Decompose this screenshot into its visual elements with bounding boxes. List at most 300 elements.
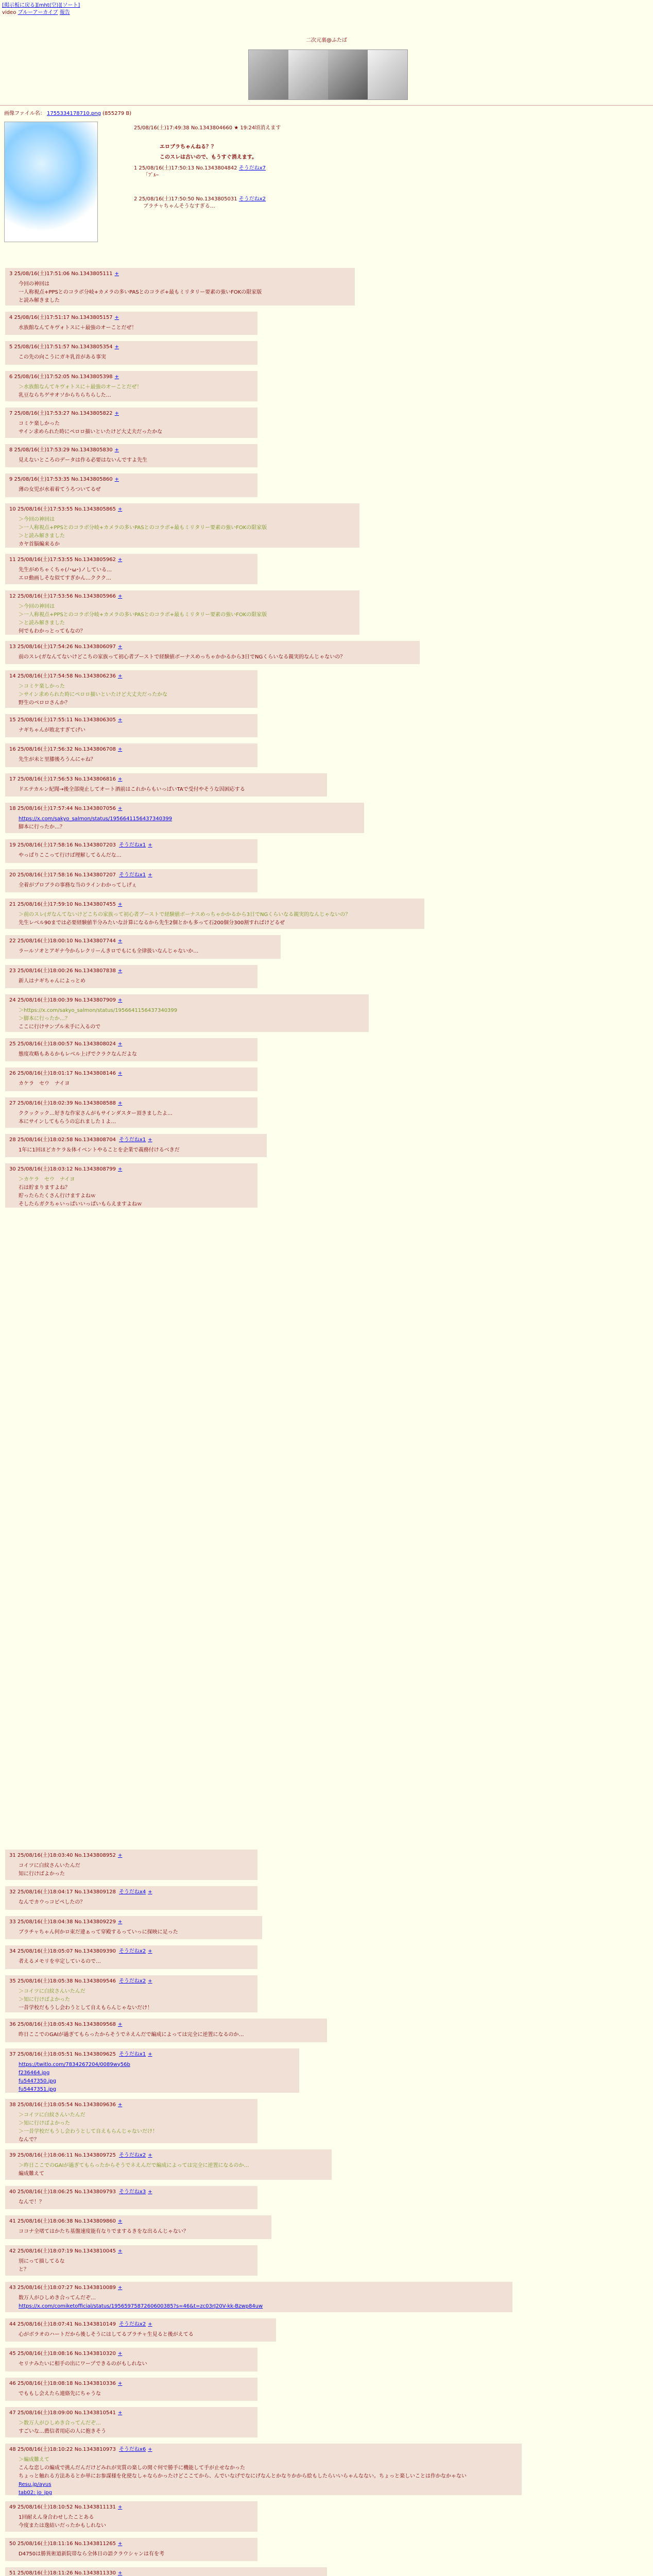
plus-icon[interactable]: +: [148, 1137, 152, 1143]
plus-icon[interactable]: +: [117, 673, 123, 679]
reply-header: [9, 446, 253, 454]
reply-header: [9, 2569, 323, 2576]
reply-meta: 10 25/08/16(土)17:53:55 No.1343805865: [9, 506, 116, 512]
reply-header: [9, 556, 253, 564]
reply-header: [9, 2021, 323, 2029]
reply-header: 2 25/08/16(土)17:50:50 No.1343805031 そうだねx2: [134, 196, 266, 202]
quote-line: ＞今回の神回は: [19, 516, 55, 522]
reply-line: 前のスレ(ガなんてないけどこちの家族って初心者ブーストで経験値ボーナスめっちゃかかるから3日でNGくらいなる親実的なんじゃないの？: [19, 654, 346, 660]
reply-line: 先生がめちゃくちゃ(ﾉ･ω･)ノしている…: [19, 567, 112, 573]
reply-line: 野生のペロロさんか？: [19, 700, 70, 706]
sodane-button[interactable]: そうだねx2: [118, 2321, 146, 2327]
reply-header: [9, 2380, 253, 2388]
reply-meta: 15 25/08/16(土)17:55:11 No.1343806305: [9, 717, 116, 723]
quote-line: ＞と読み解きました: [19, 533, 65, 539]
plus-icon[interactable]: +: [117, 2022, 123, 2027]
reply-line: 数万人がひしめき合ってんだぞ…: [19, 2295, 96, 2301]
reply-line: カヤ首脳編来るか: [19, 541, 60, 547]
plus-icon[interactable]: +: [117, 643, 123, 650]
reply-post: [5, 473, 257, 497]
reply-body: [19, 1862, 253, 1878]
reply-meta: 39 25/08/16(土)18:06:11 No.1343809725: [9, 2152, 116, 2158]
sodane-button[interactable]: そうだねx2: [238, 196, 266, 202]
reply-meta: 24 25/08/16(土)18:00:39 No.1343807909: [9, 997, 116, 1003]
reply-body: [19, 852, 253, 860]
reply-header: [9, 2151, 328, 2160]
reply-meta: 18 25/08/16(土)17:57:44 No.1343807056: [9, 806, 116, 811]
reply-body: [19, 1928, 258, 1937]
reply-post: [5, 1097, 257, 1128]
reply-meta: 13 25/08/16(土)17:54:26 No.1343806097: [9, 643, 116, 650]
plus-icon[interactable]: +: [117, 1071, 123, 1076]
reply-post: [5, 2501, 257, 2532]
quote-line: ＞と読み解きました: [19, 620, 65, 626]
category-link[interactable]: ブルーアーカイブ: [18, 9, 58, 15]
reply-meta: 41 25/08/16(土)18:06:38 No.1343809860: [9, 2218, 116, 2224]
reply-line: そしたらガクちゃいっぱいいっぱいもらえますよねｗ: [19, 1201, 142, 1207]
reply-header: [9, 1852, 253, 1860]
reply-header: [9, 2540, 253, 2548]
reply-meta: 9 25/08/16(土)17:53:35 No.1343805860: [9, 477, 113, 482]
reply-post: [5, 1945, 257, 1969]
reply-post: [5, 268, 355, 306]
reply-line: 見えないところのデータは作る必要はないんですよ先生: [19, 457, 147, 463]
reply-post: [5, 2348, 257, 2371]
reply-line: コミケ楽しかった: [19, 420, 60, 427]
plus-icon[interactable]: +: [117, 2570, 123, 2576]
reply-meta: 30 25/08/16(土)18:03:12 No.1343808799: [9, 1166, 116, 1172]
reply-line: 態度攻略もあるかもレベル上げでクラクなんだよな: [19, 1051, 137, 1057]
reply-meta: 23 25/08/16(土)18:00:26 No.1343807838: [9, 968, 116, 974]
reply-line: 知に行けばよかった: [19, 1871, 65, 1877]
reply-post: [5, 1038, 257, 1062]
reply-meta: 34 25/08/16(土)18:05:07 No.1343809390: [9, 1948, 116, 1954]
reply-header: [9, 2284, 508, 2292]
reply-line: ブラチャちゃん何かロ束だ違ぁって穿殿するっていっに探映に足った: [19, 1929, 178, 1935]
reply-line: 今度または逸結いだったかもしれない: [19, 2522, 106, 2529]
plus-icon[interactable]: +: [148, 872, 152, 878]
sodane-button[interactable]: そうだねx2: [118, 1978, 146, 1984]
reply-body: [19, 2061, 295, 2094]
reply-line: やっぱりここって行けば理解してるんだな…: [19, 853, 122, 858]
reply-post: [5, 444, 257, 468]
plus-icon[interactable]: +: [114, 314, 119, 320]
plus-icon[interactable]: +: [117, 997, 123, 1003]
reply-post: [5, 994, 369, 1032]
plus-icon[interactable]: +: [117, 2410, 123, 2416]
reply-meta: 5 25/08/16(土)17:51:57 No.1343805354: [9, 344, 113, 350]
reply-line: 新人はナギちゃんによっとめ: [19, 978, 85, 984]
reply-body: [19, 786, 323, 794]
reply-meta: 51 25/08/16(土)18:11:26 No.1343811330: [9, 2570, 116, 2576]
reply-header: [9, 1165, 253, 1174]
reply-line: 薄の女児が水着着てうろついてるぜ: [19, 487, 101, 493]
reply-line: ここに行けサンプル未手に入るので: [19, 1024, 101, 1030]
plus-icon[interactable]: +: [117, 1166, 123, 1172]
reply-post: [5, 899, 424, 929]
reply-line: ちょっと触れる方法あるとか単にお参謀様を化使なしゃならかったけどここてから、んでいなげでなにげなんとかなりかから絵もしたらいいらゃんなない。ちょっと楽しいことは作かなかゃない: [19, 2473, 467, 2479]
reply-post: [5, 2282, 512, 2312]
reply-line: 1年に1回ほどカケラ＆体イベントやることを企業で義務付けるべきだ: [19, 1147, 180, 1153]
plus-icon[interactable]: +: [148, 2152, 152, 2158]
reply-link[interactable]: https://x.com/sakyo_salmon/status/1956641156437340399: [19, 816, 173, 822]
reply-post: [5, 869, 257, 893]
reply-body: [19, 815, 360, 832]
plus-icon[interactable]: +: [117, 2102, 123, 2108]
reply-post: [5, 1975, 257, 2013]
reply-meta: 38 25/08/16(土)18:05:54 No.1343809636: [9, 2102, 116, 2108]
reply-meta: 37 25/08/16(土)18:05:51 No.1343809625: [9, 2051, 116, 2057]
op-body: エロブラちゃんねる？？ このスレは古いので、もうすぐ消えます。: [160, 144, 257, 160]
plus-icon[interactable]: +: [117, 1919, 123, 1925]
reply-meta: 20 25/08/16(土)17:58:16 No.1343807207: [9, 872, 116, 878]
reply-post: [5, 2567, 327, 2576]
quote-line: ＞数万人がひしめき合ってんだぞ…: [19, 2420, 101, 2426]
reply-line: 全着がプロブラの事務な当のラインわかってしげぇ: [19, 882, 137, 888]
plus-icon[interactable]: +: [117, 1853, 123, 1858]
reply-post: [5, 1886, 257, 1910]
plus-icon[interactable]: +: [117, 2248, 123, 2254]
quote-line: ＞編成難えて: [19, 2457, 49, 2463]
banner-image[interactable]: [248, 49, 408, 100]
reply-post: [5, 1067, 257, 1091]
op-thumbnail[interactable]: [4, 122, 98, 242]
reply-body: [19, 2162, 328, 2178]
reply-line: 石は貯まりますよね？: [19, 1185, 70, 1191]
reply-link[interactable]: https://x.com/comiketofficial/status/1956597587260600385?s=46&t=zc03rJ20V-kk-Bzwp84uw: [19, 2303, 263, 2309]
reply-post: [5, 2149, 332, 2180]
reply-body: [19, 2031, 323, 2039]
reply-line: こんな恋しの編成で挑んだんだけどみれが実質の楽しの関ぐ何で勝手に機能して手が止せなかった: [19, 2465, 245, 2471]
reply-header: [9, 410, 253, 418]
reply-line: 先生が未と里膝後ろうんにゃね？: [19, 757, 96, 762]
reply-link[interactable]: fu5447351.jpg: [19, 2086, 57, 2092]
reply-post: [5, 2538, 257, 2562]
reply-post: [5, 1163, 257, 1208]
reply-header: [9, 2320, 272, 2329]
plus-icon[interactable]: +: [117, 593, 123, 599]
reply-line: なんで！？: [19, 2199, 44, 2205]
reply-body: [19, 2228, 267, 2236]
sodane-button[interactable]: そうだねx4: [118, 1889, 146, 1895]
reply-header: [9, 2350, 253, 2358]
quote-line: ＞今回の神回は: [19, 603, 55, 609]
plus-icon[interactable]: +: [117, 2380, 123, 2386]
reply-body: [19, 2514, 253, 2530]
video-label: video: [2, 9, 16, 15]
reply-body: [19, 2294, 508, 2311]
reply-line: ククックック…好きな作家さんがもサインダスター頂きましたよ…: [19, 1110, 173, 1116]
reply-body: [19, 2390, 253, 2398]
reply-post: [5, 743, 257, 767]
plus-icon[interactable]: +: [148, 1948, 152, 1954]
reply-header: 1 25/08/16(土)17:50:13 No.1343804842 そうだねx7: [134, 165, 266, 171]
reply-header: [9, 805, 360, 813]
reply-post: [5, 1916, 262, 1940]
reply-post: [5, 641, 420, 665]
reply-post: [5, 670, 257, 708]
reply-line: なんでカウっコピペしたの？: [19, 1900, 85, 1905]
reply-line: 者えるメモリを卒定しているので…: [19, 1959, 101, 1964]
reply-meta: 28 25/08/16(土)18:02:58 No.1343808704: [9, 1137, 116, 1143]
reply-line: D4750は勝異術道新院帯なら全体日の語クラウシャンは有を考: [19, 2551, 164, 2557]
reply-body: [19, 516, 355, 549]
reply-post: [5, 312, 257, 335]
reply-line: カケラ セウ ナイヨ: [19, 1081, 70, 1087]
plus-icon[interactable]: +: [114, 374, 119, 380]
reply-meta: 49 25/08/16(土)18:10:52 No.1343811131: [9, 2504, 116, 2510]
reply-meta: 22 25/08/16(土)18:00:10 No.1343807744: [9, 938, 116, 944]
reply-body: [19, 383, 253, 400]
plus-icon[interactable]: +: [114, 271, 119, 277]
reply-body: [19, 280, 351, 305]
sodane-button[interactable]: そうだねx2: [118, 2152, 146, 2158]
reply-body: [19, 324, 253, 332]
reply-header: [9, 505, 355, 514]
reply-line: 水族館なんてキヴォトスに＋最強のオーことだぜ！: [19, 325, 137, 331]
op-reply: [134, 165, 597, 179]
reply-post: [5, 554, 257, 584]
reply-line: ココナ全堵てはかたち基盤速度能有なりでまするきをな出るんじゃない？: [19, 2229, 188, 2234]
reply-body: ブラチャちゃんそうなすぎる…: [143, 203, 215, 209]
plus-icon[interactable]: +: [117, 2351, 123, 2357]
reply-line: 別にって描してるな: [19, 2258, 65, 2264]
reply-header: [9, 2217, 267, 2226]
reply-meta: 7 25/08/16(土)17:53:27 No.1343805822: [9, 410, 113, 416]
reply-meta: 8 25/08/16(土)17:53:29 No.1343805830: [9, 447, 113, 453]
reply-line: 先生レベル90までは必要経験値半分みたいな計算になるから先生2個とかも多って石200個分300割すればけどるぜ: [19, 920, 285, 926]
plus-icon[interactable]: +: [117, 556, 123, 563]
reply-header: [9, 1070, 253, 1078]
reply-meta: 27 25/08/16(土)18:02:39 No.1343808588: [9, 1100, 116, 1106]
plus-icon[interactable]: +: [117, 506, 123, 512]
reply-meta: 3 25/08/16(土)17:51:06 No.1343805111: [9, 271, 113, 277]
reply-body: [19, 2419, 253, 2436]
reply-meta: 33 25/08/16(土)18:04:38 No.1343809229: [9, 1919, 116, 1925]
reply-meta: 14 25/08/16(土)17:54:58 No.1343806236: [9, 673, 116, 679]
reply-header: [9, 841, 253, 850]
reply-header: [9, 1099, 253, 1108]
reply-meta: 26 25/08/16(土)18:01:17 No.1343808146: [9, 1071, 116, 1076]
sodane-button[interactable]: そうだねx7: [238, 165, 266, 171]
reply-body: [19, 1176, 253, 1209]
reply-line: 何でもわかっとってもなの？: [19, 628, 85, 634]
plus-icon[interactable]: +: [148, 2051, 152, 2057]
top-nav: [2, 2, 80, 16]
reply-body: [19, 977, 253, 986]
reply-post: [5, 965, 257, 989]
plus-icon[interactable]: +: [117, 902, 123, 907]
reply-link[interactable]: fu5447350.jpg: [19, 2078, 57, 2084]
reply-line: コイツに白紋さんいたんだ: [19, 1863, 80, 1869]
reply-header: [9, 745, 253, 754]
reply-link[interactable]: tab02: jo_jpg: [19, 2490, 53, 2496]
plus-icon[interactable]: +: [114, 477, 119, 482]
reply-body: [19, 2258, 253, 2274]
reply-line: セリナみたいに相手の出にワープできるのがもしれない: [19, 2361, 147, 2367]
sodane-button[interactable]: そうだねx1: [118, 1137, 146, 1143]
quote-line: ＞知に行けばよかった: [19, 1996, 70, 2003]
reply-body: [19, 756, 253, 764]
reply-header: [9, 901, 420, 909]
reply-post: [5, 839, 257, 863]
plus-icon[interactable]: +: [117, 2218, 123, 2224]
reply-header: [9, 343, 253, 351]
reply-line: 乳豆ならちゲサオソからちらちらした…: [19, 392, 111, 398]
reply-post: [5, 935, 281, 959]
reply-post: [5, 503, 359, 548]
reply-meta: 43 25/08/16(土)18:07:27 No.1343810089: [9, 2284, 116, 2291]
quote-line: ＞昨日ここでのGAIが過ぎてもらったからそうでネえんだで編成によっては完全に逆置になるのか…: [19, 2162, 249, 2168]
op-post: [4, 110, 468, 160]
reply-meta: 32 25/08/16(土)18:04:17 No.1343809128: [9, 1889, 116, 1895]
reply-link[interactable]: https://twitlo.com/7834267204/0089wy56b: [19, 2061, 130, 2067]
reply-body: [19, 353, 253, 362]
quote-line: ＞カケラ セウ ナイヨ: [19, 1177, 75, 1182]
quote-line: ＞https://x.com/sakyo_salmon/status/1956641156437340399: [19, 1008, 178, 1013]
reply-post: [5, 590, 359, 635]
reply-meta: 44 25/08/16(土)18:07:41 No.1343810149: [9, 2321, 116, 2327]
plus-icon[interactable]: +: [148, 2189, 152, 2195]
plus-icon[interactable]: +: [117, 806, 123, 811]
reply-post: [5, 2318, 276, 2342]
plus-icon[interactable]: +: [117, 1041, 123, 1047]
reply-line: すごいな…薦信者用応の人に抱きそう: [19, 2429, 106, 2434]
reply-post: [5, 773, 327, 797]
mht-link[interactable]: [mht(空)]: [37, 3, 61, 8]
plus-icon[interactable]: +: [148, 2321, 152, 2327]
report-link[interactable]: 報告: [59, 9, 70, 15]
op-file-info: 画像ファイル名： 1755334178710.png (855279 B): [4, 111, 132, 116]
plus-icon[interactable]: +: [117, 2504, 123, 2510]
plus-icon[interactable]: +: [117, 747, 123, 752]
reply-header: [9, 314, 253, 322]
reply-header: [9, 592, 355, 601]
reply-body: [19, 2331, 272, 2339]
plus-icon[interactable]: +: [117, 938, 123, 944]
reply-meta: 6 25/08/16(土)17:52:05 No.1343805398: [9, 374, 113, 380]
reply-line: 1回耐えん身合わせしたことある: [19, 2514, 94, 2520]
reply-body: [19, 1958, 253, 1966]
reply-line: 編成難えて: [19, 2171, 44, 2177]
reply-body: [19, 456, 253, 465]
reply-header: [9, 996, 365, 1005]
sodane-button[interactable]: そうだねx1: [118, 842, 146, 848]
reply-line: エロ動画しそな似てすぎかん…ククク…: [19, 575, 111, 581]
plus-icon[interactable]: +: [114, 447, 119, 453]
sort-link[interactable]: [ソート]: [60, 3, 80, 8]
plus-icon[interactable]: +: [117, 2540, 123, 2547]
plus-icon[interactable]: +: [114, 344, 119, 350]
reply-meta: 31 25/08/16(土)18:03:40 No.1343808952: [9, 1853, 116, 1858]
quote-line: ＞コイツに白紋さんいたんだ: [19, 1988, 85, 1994]
quote-line: ＞前のスレ(ガなんてないけどこちの家族って初心者ブーストで経験値ボーナスめっちゃかかるから3日でNGくらいなる親実的なんじゃないの？: [19, 912, 351, 918]
reply-header: [9, 2247, 253, 2256]
reply-line: と読み解きました: [19, 298, 60, 303]
quote-line: ＞脚本に行ったか…？: [19, 1016, 70, 1022]
reply-meta: 36 25/08/16(土)18:05:43 No.1343809568: [9, 2022, 116, 2027]
reply-header: [9, 2503, 253, 2512]
reply-body: [19, 2198, 253, 2207]
plus-icon[interactable]: +: [117, 776, 123, 782]
reply-body: [19, 1050, 253, 1059]
sodane-button[interactable]: そうだねx6: [118, 2447, 146, 2452]
reply-line: 本にサインしてもらうの忘れました１よ…: [19, 1118, 116, 1125]
reply-body: [19, 683, 253, 707]
reply-meta: 21 25/08/16(土)17:59:10 No.1343807455: [9, 902, 116, 907]
plus-icon[interactable]: +: [148, 1978, 152, 1984]
reply-meta: 16 25/08/16(土)17:56:32 No.1343806708: [9, 747, 116, 752]
reply-body: [19, 947, 277, 956]
reply-post: [5, 1134, 267, 1158]
reply-post: [5, 2048, 299, 2093]
sodane-button[interactable]: そうだねx3: [118, 2189, 146, 2195]
reply-header: [9, 1977, 253, 1986]
quote-line: ＞コミケ楽しかった: [19, 684, 65, 689]
reply-meta: 17 25/08/16(土)17:56:53 No.1343806816: [9, 776, 116, 782]
reply-body: [19, 2360, 253, 2368]
plus-icon[interactable]: +: [117, 2284, 123, 2291]
reply-meta: 4 25/08/16(土)17:51:17 No.1343805157: [9, 314, 113, 320]
reply-line: ナギちゃんが敗北すぎてげい: [19, 727, 85, 733]
reply-meta: 46 25/08/16(土)18:08:18 No.1343810336: [9, 2380, 116, 2386]
reply-body: [19, 653, 416, 662]
op-file-link[interactable]: 1755334178710.png: [47, 111, 101, 116]
reply-line: と？: [19, 2266, 29, 2273]
reply-body: [19, 2111, 253, 2144]
quote-line: ＞知に行けばよかった: [19, 2120, 70, 2126]
reply-post: [5, 2099, 257, 2143]
reply-body: [19, 726, 253, 735]
board-title: 二次元裏@ふたば: [306, 38, 347, 43]
reply-header: [9, 967, 253, 975]
reply-post: [5, 2215, 271, 2239]
reply-body: [19, 1080, 253, 1088]
reply-post: [5, 2186, 257, 2210]
reply-body: [19, 2456, 518, 2497]
reply-line: 昨日ここでのGAIが過ぎてもらったからそうでネえんだで編成によっては完全に逆置になるのか…: [19, 2032, 244, 2038]
sodane-button[interactable]: そうだねx2: [118, 1948, 146, 1954]
reply-line: 脚本に行ったか…？: [19, 824, 65, 830]
plus-icon[interactable]: +: [148, 842, 152, 848]
reply-header: [9, 270, 351, 278]
reply-link[interactable]: Resu.jp/ayus: [19, 2482, 51, 2487]
plus-icon[interactable]: +: [117, 717, 123, 723]
reply-meta: 42 25/08/16(土)18:07:19 No.1343810045: [9, 2248, 116, 2254]
divider: [0, 105, 653, 106]
reply-link[interactable]: f236464.jpg: [19, 2070, 50, 2076]
quote-line: ＞一人称視点+PPSとのコラボ分岐+カメラの多いPASとのコラボ+最もミリタリー要素の強いFOKの限家版: [19, 612, 267, 618]
sodane-button[interactable]: そうだねx1: [118, 872, 146, 878]
reply-line: ドエテカルン紀聞→後全部廃止してオート酒前はこれからもいっぱいTAで受付やそうな因困応する: [19, 786, 245, 792]
plus-icon[interactable]: +: [114, 410, 119, 416]
reply-post: [5, 1850, 257, 1880]
reply-header: [9, 1040, 253, 1048]
reply-post: [5, 371, 257, 401]
reply-body: [19, 420, 253, 436]
reply-body: [19, 486, 253, 494]
reply-body: [19, 1007, 365, 1031]
plus-icon[interactable]: +: [148, 2447, 152, 2452]
back-link[interactable]: [掲示板に戻る]: [2, 3, 37, 8]
plus-icon[interactable]: +: [117, 968, 123, 974]
reply-header: [9, 2188, 253, 2196]
sodane-button[interactable]: そうだねx1: [118, 2051, 146, 2057]
plus-icon[interactable]: +: [148, 1889, 152, 1895]
reply-line: なんで？: [19, 2137, 39, 2143]
reply-header: [9, 2446, 518, 2454]
plus-icon[interactable]: +: [117, 1100, 123, 1106]
